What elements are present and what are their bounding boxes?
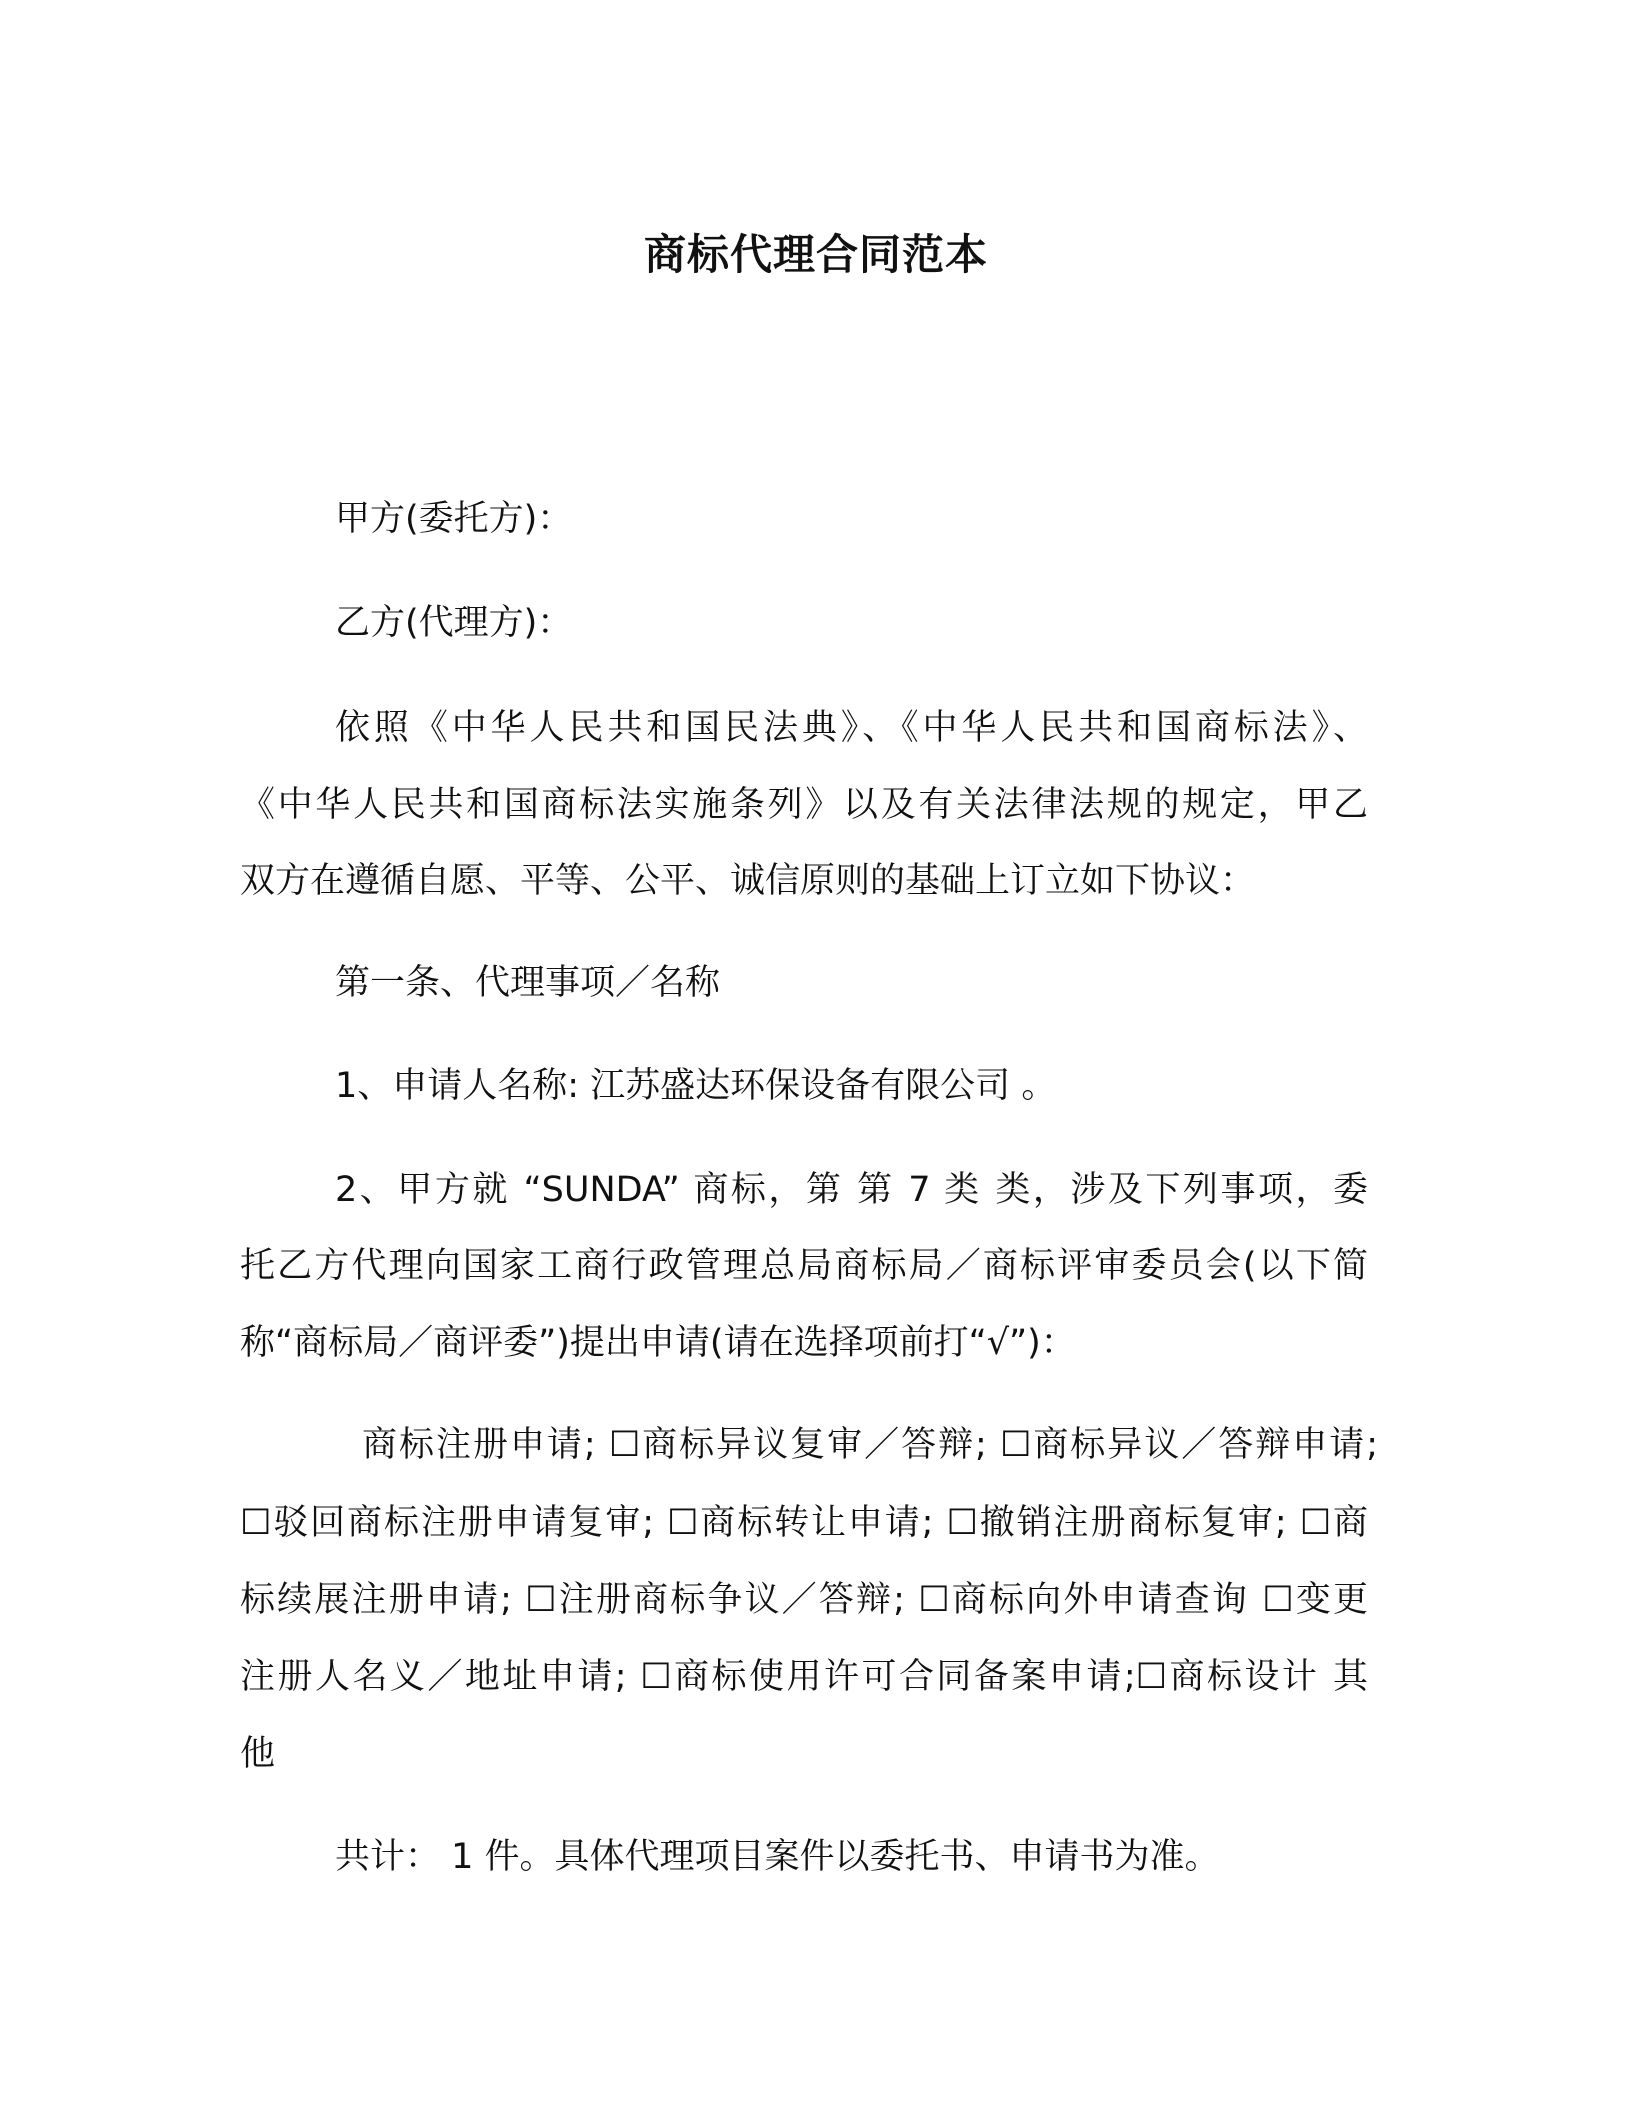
item-2-line-3: 称“商标局／商评委”)提出申请(请在选择项前打“√”)： [240,1323,1076,1363]
article-1-heading: 第一条、代理事项／名称 [335,963,721,1003]
item-1-applicant-name: 1、申请人名称: 江苏盛达环保设备有限公司 。 [335,1066,1057,1106]
options-line-5: 他 [240,1734,276,1774]
item-2-line-1: 2、甲方就 “SUNDA” 商标，第 第 7 类 类，涉及下列事项，委 [335,1170,1368,1210]
preamble-line-1: 依照《中华人民共和国民法典》、《中华人民共和国商标法》、 [335,708,1368,748]
options-line-1: 商标注册申请; ☐商标异议复审／答辩; ☐商标异议／答辩申请; [362,1425,1378,1465]
item-2-line-2: 托乙方代理向国家工商行政管理总局商标局／商标评审委员会(以下简 [240,1246,1368,1286]
options-line-3: 标续展注册申请; ☐注册商标争议／答辩; ☐商标向外申请查询 ☐变更 [240,1580,1368,1620]
party-a-label: 甲方(委托方)： [335,499,573,539]
preamble-line-3: 双方在遵循自愿、平等、公平、诚信原则的基础上订立如下协议： [240,861,1256,901]
preamble-line-2: 《中华人民共和国商标法实施条列》以及有关法律法规的规定，甲乙 [240,785,1368,825]
party-b-label: 乙方(代理方)： [335,603,573,643]
options-line-2: ☐驳回商标注册申请复审; ☐商标转让申请; ☐撤销注册商标复审; ☐商 [240,1503,1368,1543]
total-count-line: 共计： 1 件。具体代理项目案件以委托书、申请书为准。 [335,1837,1220,1877]
document-title: 商标代理合同范本 [643,230,988,279]
options-line-4: 注册人名义／地址申请; ☐商标使用许可合同备案申请;☐商标设计 其 [240,1657,1368,1697]
